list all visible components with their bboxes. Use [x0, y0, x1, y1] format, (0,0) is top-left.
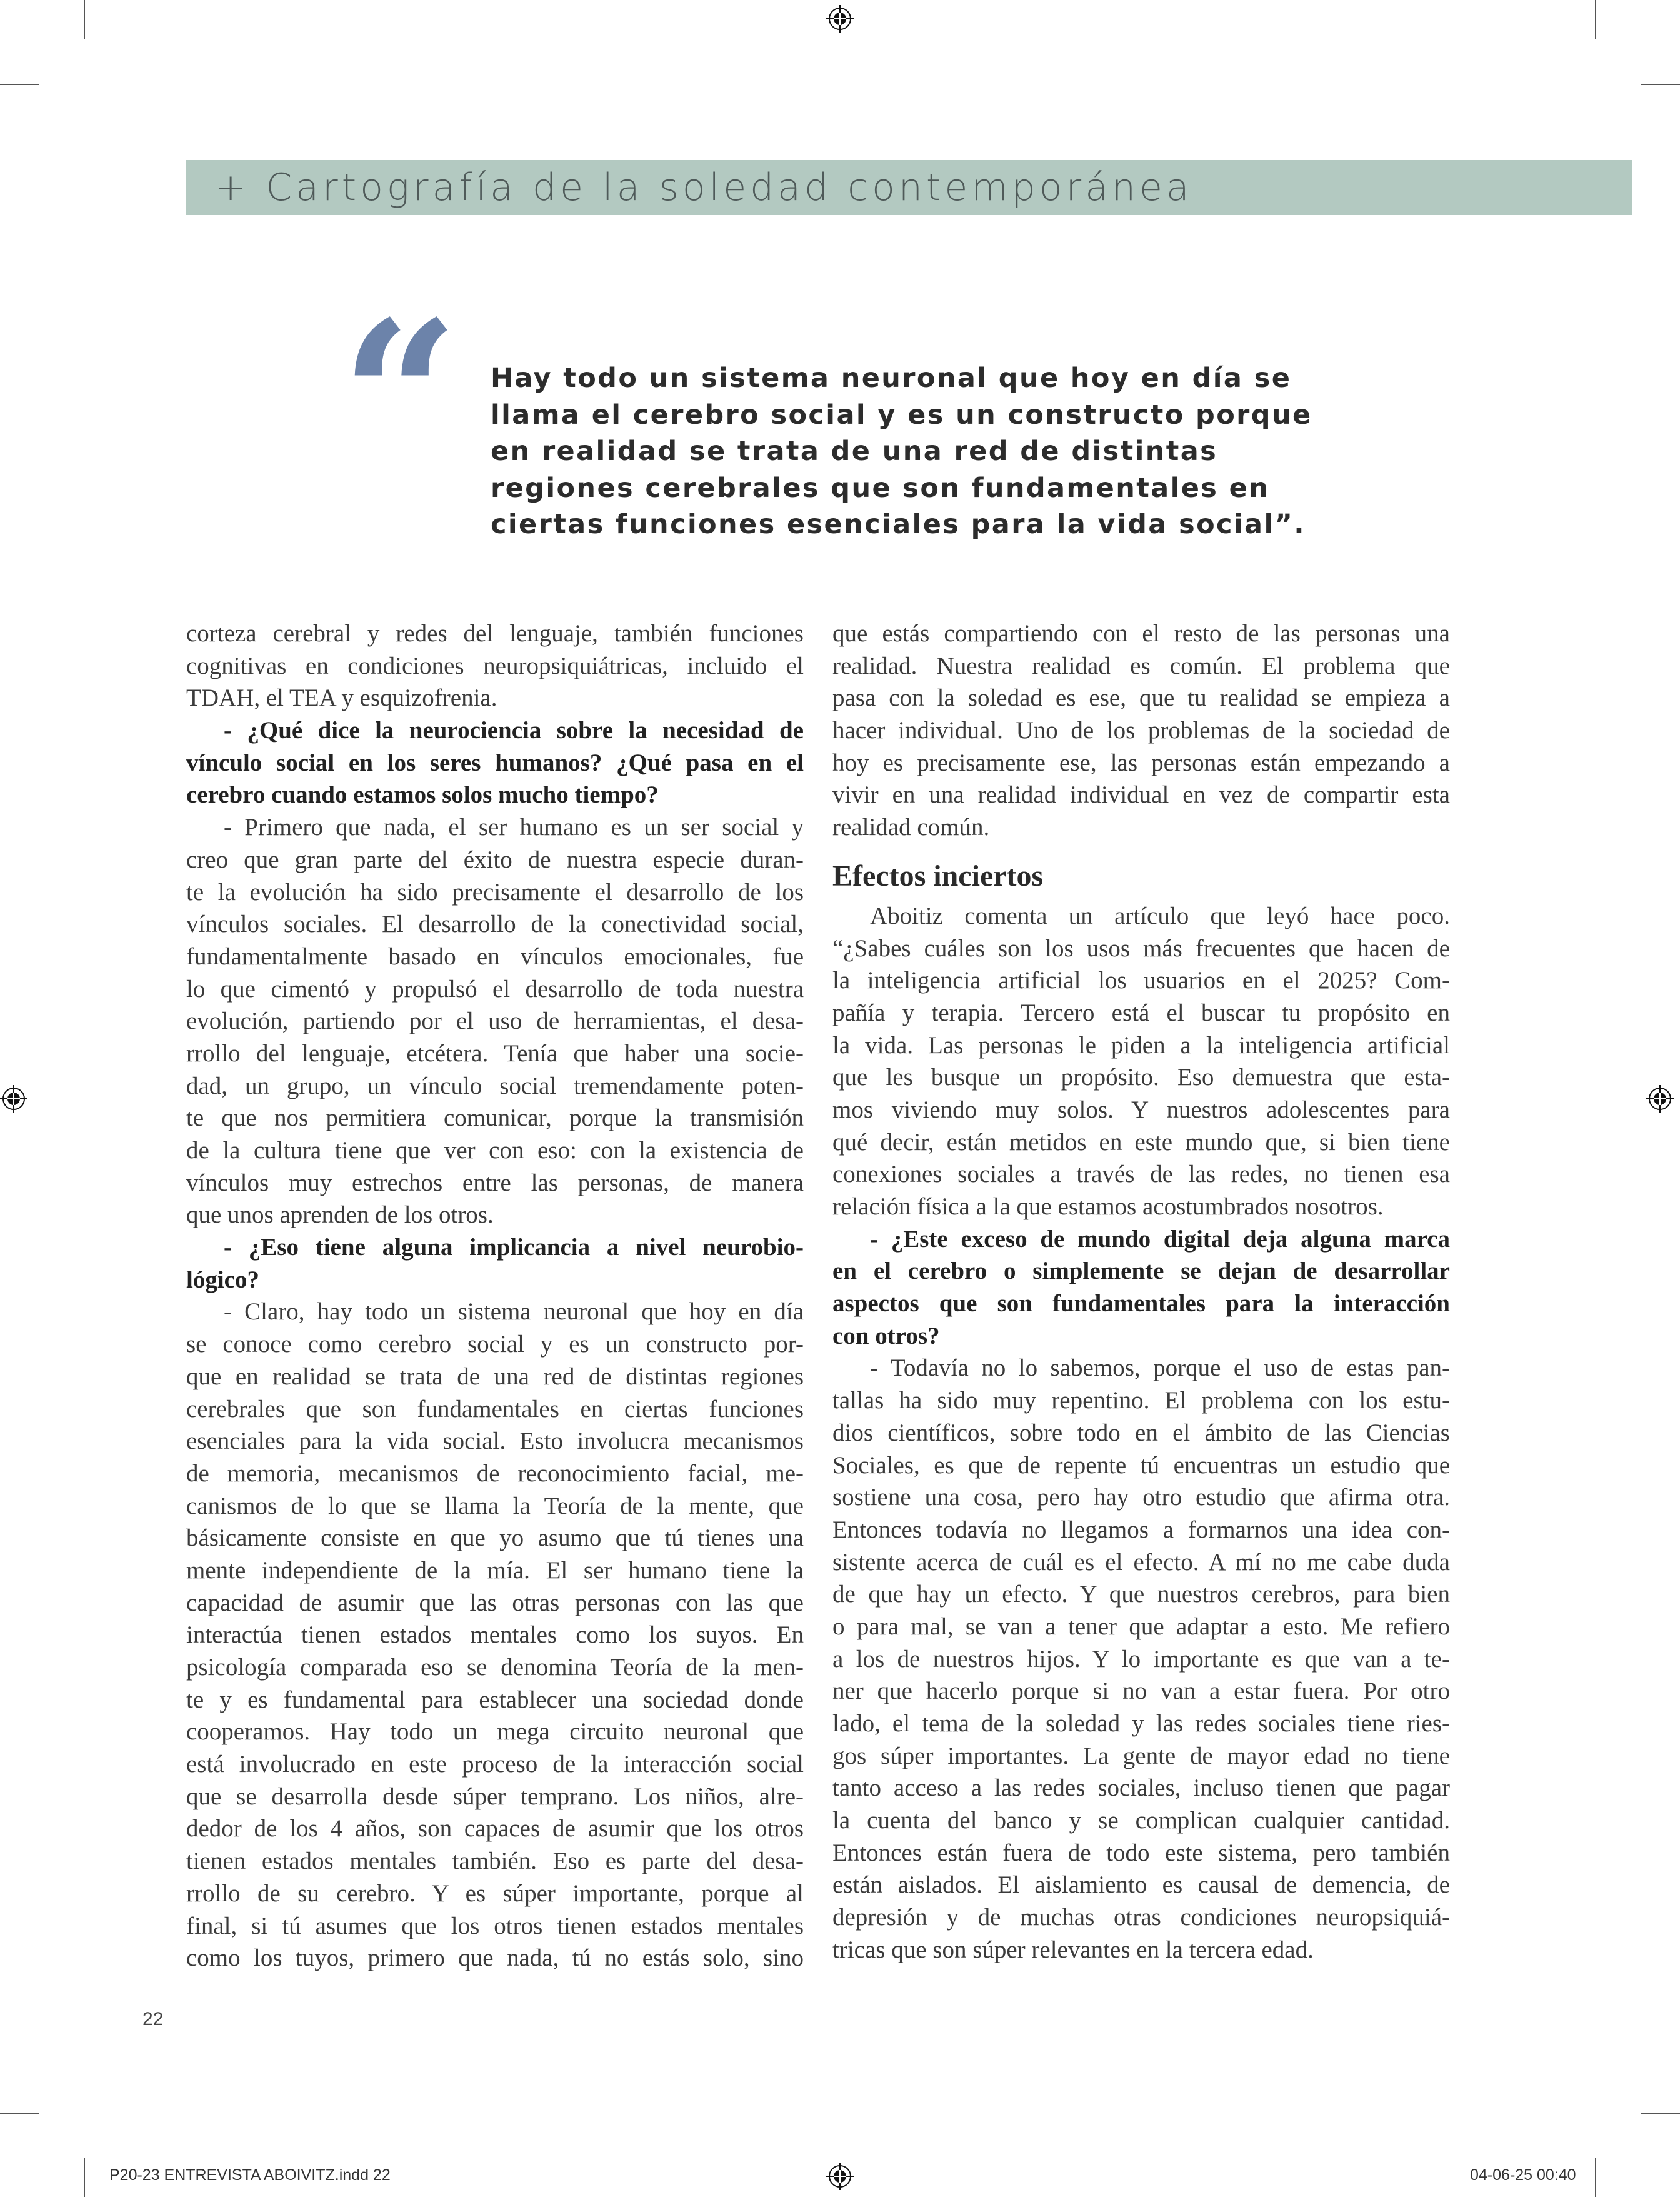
interview-question-line: lógico?	[186, 1266, 259, 1293]
body-line: evolución, partiendo por el uso de herramientas, el desa-	[186, 1008, 804, 1035]
body-line: mos viviendo muy solos. Y nuestros adolescentes para	[832, 1096, 1450, 1123]
body-line: hoy es precisamente ese, las personas están empezando a	[832, 749, 1450, 776]
body-line: de que hay un efecto. Y que nuestros cerebros, para bien	[832, 1581, 1450, 1608]
body-line: que estás compartiendo con el resto de las personas una	[832, 620, 1450, 647]
body-line: se conoce como cerebro social y es un constructo por-	[186, 1331, 804, 1358]
interview-question-line: cerebro cuando estamos solos mucho tiempo?	[186, 781, 659, 809]
pull-quote-line: llama el cerebro social y es un constructo porque	[491, 399, 1312, 431]
body-line: cognitivas en condiciones neuropsiquiátricas, incluido el	[186, 652, 804, 679]
interview-question-line: - ¿Este exceso de mundo digital deja alguna marca	[870, 1225, 1450, 1253]
pull-quote-line: ciertas funciones esenciales para la vida social”.	[491, 509, 1306, 540]
body-line: tricas que son súper relevantes en la tercera edad.	[832, 1936, 1314, 1963]
interview-question-line: aspectos que son fundamentales para la interacción	[832, 1290, 1450, 1318]
body-line: rrollo de su cerebro. Y es súper importante, porque al	[186, 1879, 804, 1907]
pull-quote-line: Hay todo un sistema neuronal que hoy en día se	[491, 363, 1292, 394]
body-line: a los de nuestros hijos. Y lo importante es que van a te-	[832, 1645, 1450, 1673]
body-line: - Claro, hay todo un sistema neuronal que hoy en día	[224, 1298, 804, 1326]
body-line: TDAH, el TEA y esquizofrenia.	[186, 684, 498, 712]
crop-mark	[0, 84, 39, 85]
body-line: fundamentalmente basado en vínculos emocionales, fue	[186, 943, 804, 970]
body-line: realidad común.	[832, 814, 990, 841]
crop-mark	[1595, 2158, 1596, 2197]
body-line: Entonces están fuera de todo este sistema, pero también	[832, 1839, 1450, 1866]
body-line: que en realidad se trata de una red de distintas regiones	[186, 1363, 804, 1390]
body-line: - Primero que nada, el ser humano es un ser social y	[224, 814, 804, 841]
body-line: cerebrales que son fundamentales en ciertas funciones	[186, 1395, 804, 1423]
body-line: realidad. Nuestra realidad es común. El problema que	[832, 652, 1450, 679]
body-line: vínculos sociales. El desarrollo de la conectividad social,	[186, 911, 804, 938]
body-line: está involucrado en este proceso de la interacción social	[186, 1751, 804, 1778]
body-line: Aboitiz comenta un artículo que leyó hace poco.	[870, 902, 1450, 929]
body-line: cooperamos. Hay todo un mega circuito neuronal que	[186, 1718, 804, 1746]
registration-mark-icon	[0, 1085, 28, 1113]
registration-mark-icon	[826, 2163, 854, 2190]
left-column	[186, 618, 804, 1974]
body-line: esenciales para la vida social. Esto involucra mecanismos	[186, 1428, 804, 1455]
right-column	[832, 618, 1450, 1966]
interview-question-line: con otros?	[832, 1322, 940, 1349]
body-line: ner que hacerlo porque si no van a estar fuera. Por otro	[832, 1678, 1450, 1705]
body-line: te que nos permitiera comunicar, porque la transmisión	[186, 1104, 804, 1132]
body-line: hacer individual. Uno de los problemas de la sociedad de	[832, 717, 1450, 744]
body-line: de la cultura tiene que ver con eso: con la existencia de	[186, 1137, 804, 1164]
body-line: dios científicos, sobre todo en el ámbito de las Ciencias	[832, 1419, 1450, 1446]
body-line: que se desarrolla desde súper temprano. Los niños, alre-	[186, 1783, 804, 1810]
body-line: vivir en una realidad individual en vez de compartir esta	[832, 781, 1450, 809]
body-line: tallas ha sido muy repentino. El problema con los estu-	[832, 1387, 1450, 1414]
section-title: + Cartografía de la soledad contemporánea	[215, 166, 1193, 209]
page-number: 22	[142, 2009, 164, 2029]
body-line: gos súper importantes. La gente de mayor edad no tiene	[832, 1742, 1450, 1769]
body-line: te la evolución ha sido precisamente el desarrollo de los	[186, 878, 804, 906]
body-line: la cuenta del banco y se complican cualquier cantidad.	[832, 1807, 1450, 1834]
body-line: de memoria, mecanismos de reconocimiento facial, me-	[186, 1459, 804, 1487]
pull-quote-line: en realidad se trata de una red de distintas	[491, 436, 1218, 467]
crop-mark	[1641, 2113, 1680, 2114]
pull-quote-line: regiones cerebrales que son fundamentales en	[491, 472, 1270, 504]
interview-question-line: en el cerebro o simplemente se dejan de desarrollar	[832, 1258, 1450, 1285]
interview-question-line: - ¿Eso tiene alguna implicancia a nivel neurobio-	[224, 1234, 804, 1261]
body-line: canismos de lo que se llama la Teoría de la mente, que	[186, 1492, 804, 1519]
body-line: lado, el tema de la soledad y las redes sociales tiene ries-	[832, 1710, 1450, 1737]
crop-mark	[84, 2158, 85, 2197]
body-line: vínculos muy estrechos entre las personas, de manera	[186, 1169, 804, 1196]
crop-mark	[1641, 84, 1680, 85]
registration-mark-icon	[826, 5, 854, 33]
body-line: psicología comparada eso se denomina Teoría de la men-	[186, 1654, 804, 1681]
body-line: pasa con la soledad es ese, que tu realidad se empieza a	[832, 684, 1450, 712]
body-line: la inteligencia artificial los usuarios en el 2025? Com-	[832, 967, 1450, 994]
body-line: tanto acceso a las redes sociales, incluso tienen que pagar	[832, 1774, 1450, 1802]
body-line: te y es fundamental para establecer una sociedad donde	[186, 1686, 804, 1713]
body-line: lo que cimentó y propulsó el desarrollo de toda nuestra	[186, 975, 804, 1003]
footer-file-name: P20-23 ENTREVISTA ABOIVITZ.indd 22	[109, 2166, 391, 2184]
body-line: pañía y terapia. Tercero está el buscar tu propósito en	[832, 999, 1450, 1026]
body-line: qué decir, están metidos en este mundo que, si bien tiene	[832, 1128, 1450, 1156]
body-line: conexiones sociales a través de las redes, no tienen esa	[832, 1161, 1450, 1188]
body-line: que les busque un propósito. Eso demuestra que esta-	[832, 1064, 1450, 1091]
body-line: relación física a la que estamos acostumbrados nosotros.	[832, 1193, 1384, 1220]
footer-timestamp: 04-06-25 00:40	[1470, 2166, 1576, 2184]
body-line: o para mal, se van a tener que adaptar a esto. Me refiero	[832, 1613, 1450, 1640]
section-heading: Efectos inciertos	[832, 859, 1044, 893]
body-line: final, si tú asumes que los otros tienen estados mentales	[186, 1912, 804, 1939]
body-line: dad, un grupo, un vínculo social tremendamente poten-	[186, 1072, 804, 1099]
body-line: Sociales, es que de repente tú encuentras un estudio que	[832, 1451, 1450, 1479]
body-line: rrollo del lenguaje, etcétera. Tenía que haber una socie-	[186, 1039, 804, 1067]
body-line: “¿Sabes cuáles son los usos más frecuentes que hacen de	[832, 934, 1450, 962]
crop-mark	[0, 2113, 39, 2114]
body-line: están aislados. El aislamiento es causal de demencia, de	[832, 1871, 1450, 1899]
body-line: sostiene una cosa, pero hay otro estudio que afirma otra.	[832, 1484, 1450, 1511]
body-line: tienen estados mentales también. Eso es parte del desa-	[186, 1848, 804, 1875]
interview-question-line: vínculo social en los seres humanos? ¿Qué pasa en el	[186, 749, 804, 776]
body-line: Entonces todavía no llegamos a formarnos una idea con-	[832, 1516, 1450, 1543]
quote-mark-icon: “	[341, 276, 459, 518]
crop-mark	[84, 0, 85, 39]
interview-question-line: - ¿Qué dice la neurociencia sobre la necesidad de	[224, 717, 804, 744]
body-line: interactúa tienen estados mentales como los suyos. En	[186, 1621, 804, 1649]
body-line: depresión y de muchas otras condiciones neuropsiquiá-	[832, 1904, 1450, 1931]
body-line: la vida. Las personas le piden a la inteligencia artificial	[832, 1031, 1450, 1059]
body-line: dedor de los 4 años, son capaces de asumir que los otros	[186, 1815, 804, 1843]
section-banner	[186, 160, 1632, 215]
body-line: básicamente consiste en que yo asumo que tú tienes una	[186, 1524, 804, 1552]
body-line: como los tuyos, primero que nada, tú no estás solo, sino	[186, 1944, 804, 1972]
registration-mark-icon	[1646, 1085, 1674, 1113]
body-line: que unos aprenden de los otros.	[186, 1201, 494, 1229]
crop-mark	[1595, 0, 1596, 39]
body-line: mente independiente de la mía. El ser humano tiene la	[186, 1556, 804, 1584]
body-line: sistente acerca de cuál es el efecto. A mí no me cabe duda	[832, 1548, 1450, 1576]
pull-quote	[491, 360, 1312, 543]
body-line: - Todavía no lo sabemos, porque el uso de estas pan-	[870, 1354, 1450, 1382]
body-line: corteza cerebral y redes del lenguaje, también funciones	[186, 620, 804, 647]
body-line: capacidad de asumir que las otras personas con las que	[186, 1589, 804, 1616]
body-line: creo que gran parte del éxito de nuestra especie duran-	[186, 846, 804, 873]
